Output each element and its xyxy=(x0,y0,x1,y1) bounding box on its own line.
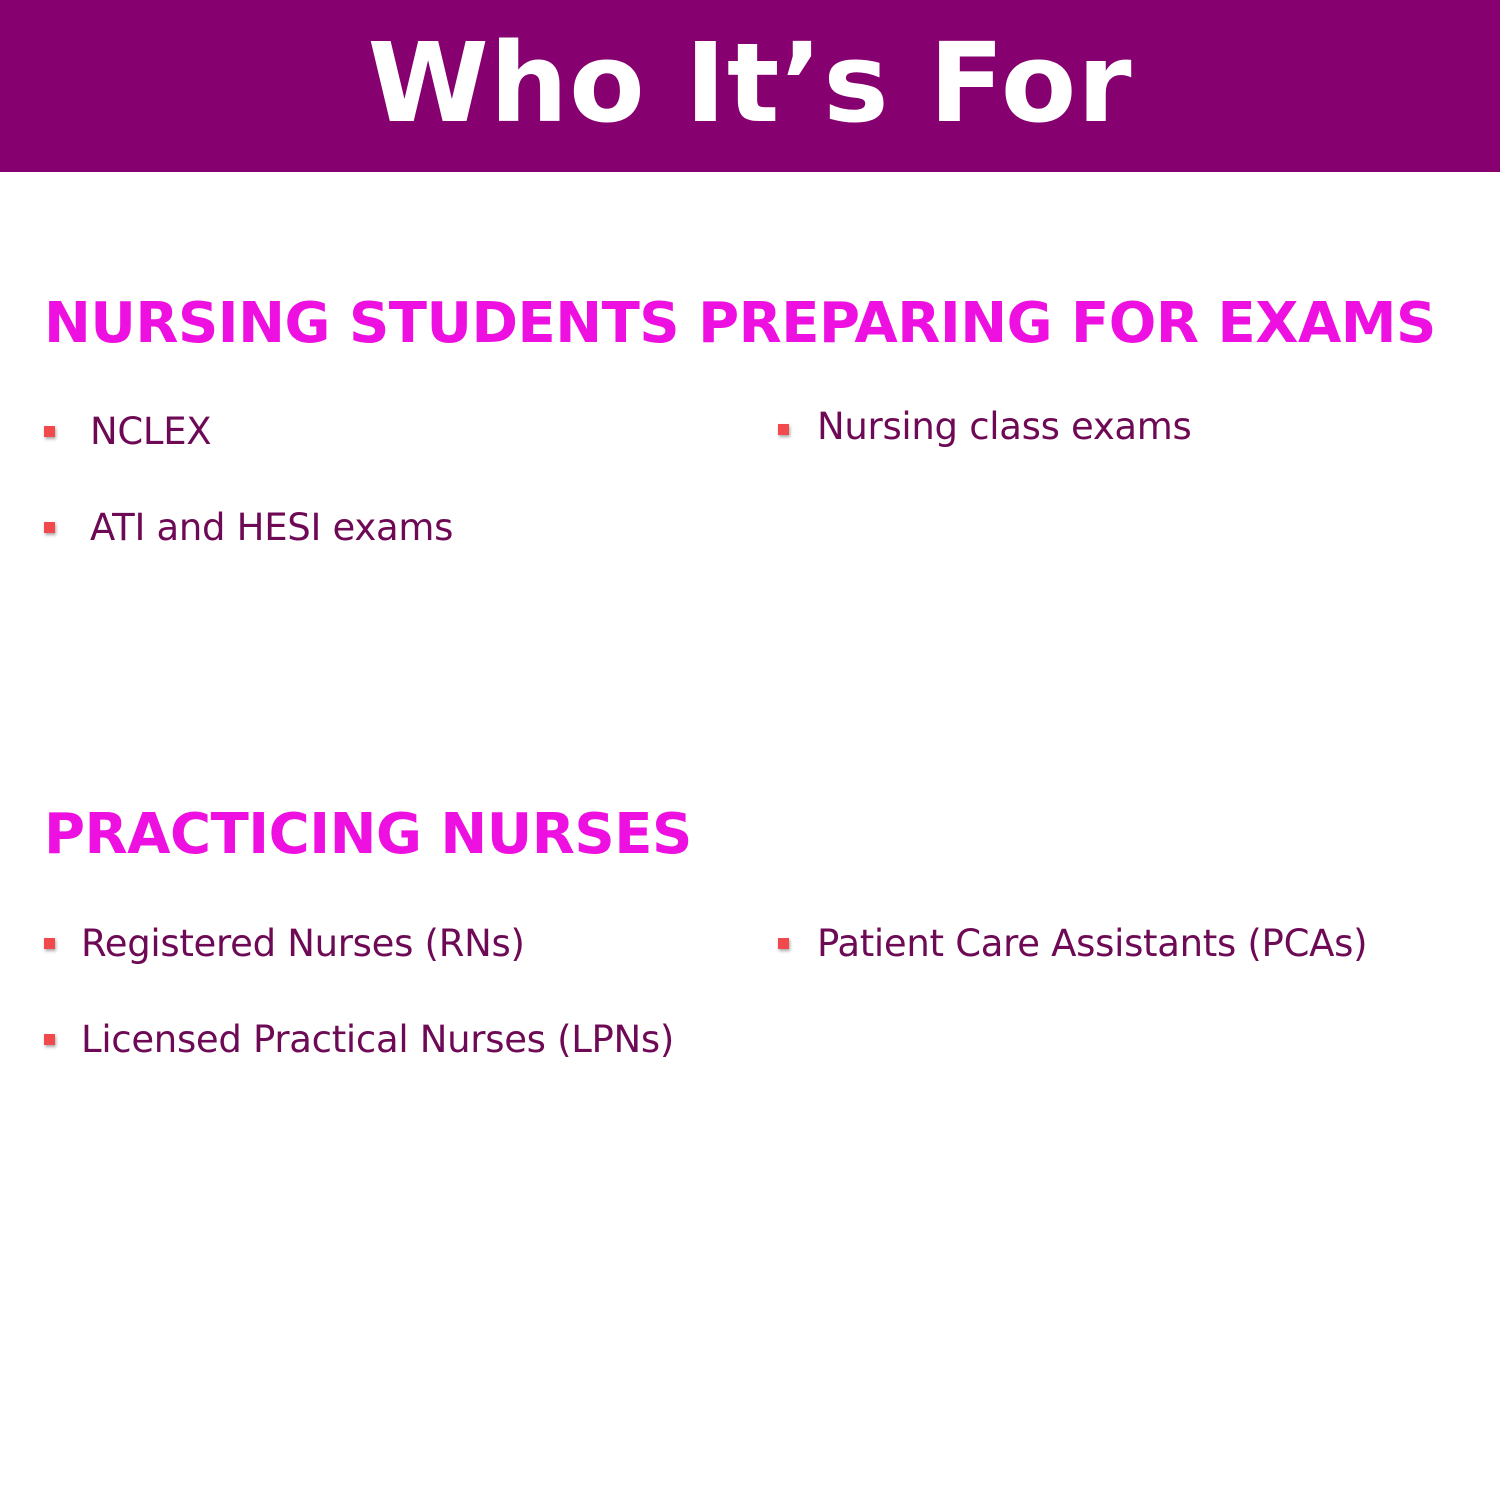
section-heading-nursing-students: NURSING STUDENTS PREPARING FOR EXAMS xyxy=(44,291,1436,356)
page-title: Who It’s For xyxy=(367,19,1133,147)
list-item-label: Licensed Practical Nurses (LPNs) xyxy=(81,1018,675,1061)
list-item-label: Patient Care Assistants (PCAs) xyxy=(817,922,1368,965)
square-bullet-icon xyxy=(44,522,55,533)
square-bullet-icon xyxy=(778,938,789,949)
square-bullet-icon xyxy=(778,424,789,435)
header-banner xyxy=(0,0,1500,172)
square-bullet-icon xyxy=(44,426,55,437)
list-item-label: Nursing class exams xyxy=(817,405,1192,448)
list-item-label: ATI and HESI exams xyxy=(90,506,454,549)
square-bullet-icon xyxy=(44,1034,55,1045)
list-item-label: Registered Nurses (RNs) xyxy=(81,922,525,965)
section-heading-practicing-nurses: PRACTICING NURSES xyxy=(44,802,692,867)
square-bullet-icon xyxy=(44,938,55,949)
list-item-label: NCLEX xyxy=(90,410,212,453)
